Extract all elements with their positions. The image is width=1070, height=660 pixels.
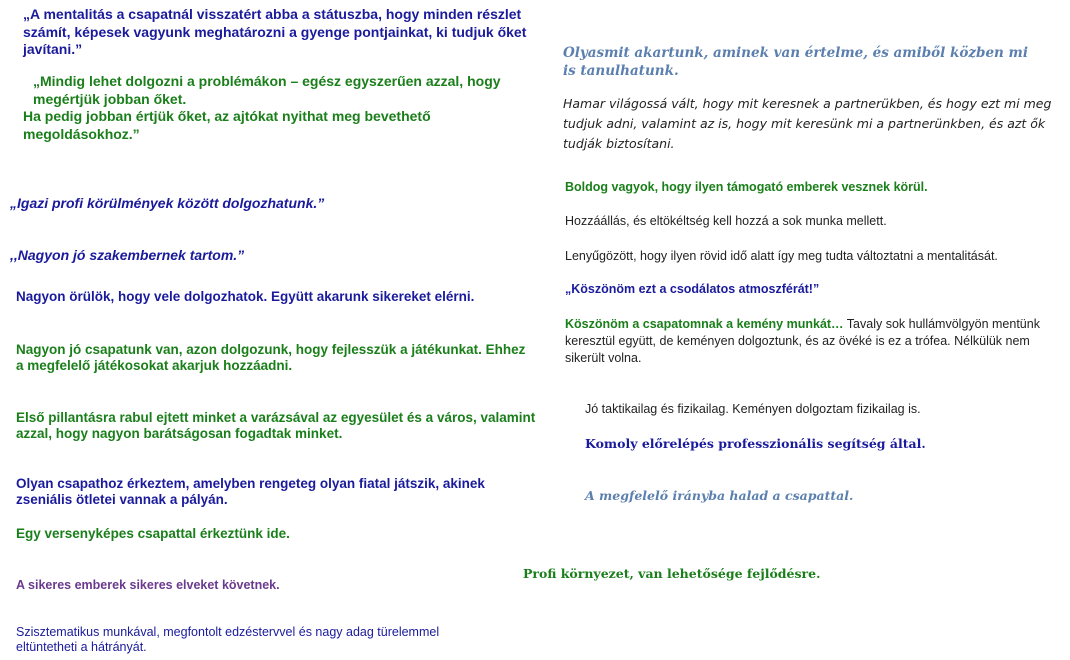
quote-thanks-team — [565, 316, 1050, 367]
quote-serious-progress: Komoly előrelépés professzionális segítség által. — [585, 436, 926, 451]
quote-atmosphere: „Köszönöm ezt a csodálatos atmoszférát!” — [565, 282, 820, 296]
quote-competitive-team: Egy versenyképes csapattal érkeztünk ide. — [16, 526, 290, 541]
quote-meaningful: Olyasmit akartunk, aminek van értelme, és amiből közben mi is tanulhatunk. — [563, 45, 1028, 79]
quote-problems — [23, 73, 543, 143]
quote-systematic-work: Szisztematikus munkával, megfontolt edzéstervvel és nagy adag türelemmel eltüntetheti a hátrányát. — [16, 625, 440, 654]
quote-problems-line2: Ha pedig jobban értjük őket, az ajtókat nyithat meg bevethető megoldásokhoz.” — [23, 108, 431, 142]
quote-thanks-team-rest: Tavaly sok hullámvölgyön mentünk keresztül együtt, de keményen dolgoztunk, és az övéké is ez a trófea. Nélkülük nem sikerült volna. — [565, 317, 1040, 365]
quote-specialist: ,,Nagyon jó szakembernek tartom.” — [10, 247, 245, 263]
quote-attitude: Hozzáállás, és eltökéltség kell hozzá a sok munka mellett. — [565, 214, 887, 228]
quote-young-team: Olyan csapathoz érkeztem, amelyben rengeteg olyan fiatal játszik, akinek zseniális ötletei vannak a pályán. — [16, 476, 485, 508]
quote-mentality: „A mentalitás a csapatnál visszatért abba a státuszba, hogy minden részlet számít, képesek vagyunk meghatározni a gyenge pontjainkat, ki tudjuk őket javítani.” — [23, 6, 527, 57]
quote-first-sight: Első pillantásra rabul ejtett minket a varázsával az egyesület és a város, valamint azzal, hogy nagyon barátságosan fogadtak minket. — [16, 410, 536, 442]
quote-partner: Hamar világossá vált, hogy mit keresnek a partnerükben, és hogy ezt mi meg tudjuk adni, valamint az is, hogy mit keresünk mi a partnerünkben, és azt ők tudják biztosítani. — [563, 96, 1052, 151]
quote-good-team: Nagyon jó csapatunk van, azon dolgozunk, hogy fejlesszük a játékunkat. Ehhez a megfelelő játékosokat akarjuk hozzáadni. — [16, 342, 526, 374]
quote-pro-environment: Profi környezet, van lehetősége fejlődésre. — [523, 566, 821, 581]
quote-successful-people: A sikeres emberek sikeres elveket követnek. — [16, 578, 280, 592]
quote-pro-conditions: „Igazi profi körülmények között dolgozhatunk.” — [10, 195, 325, 211]
quote-supportive-people: Boldog vagyok, hogy ilyen támogató emberek vesznek körül. — [565, 180, 928, 194]
quote-happy-to-work: Nagyon örülök, hogy vele dolgozhatok. Együtt akarunk sikereket elérni. — [16, 289, 475, 304]
quote-problems-line1: „Mindig lehet dolgozni a problémákon – egész egyszerűen azzal, hogy megértjük jobban őket. — [33, 73, 501, 107]
quote-thanks-team-lead: Köszönöm a csapatomnak a kemény munkát… — [565, 317, 844, 331]
quote-mentality-change: Lenyűgözött, hogy ilyen rövid idő alatt így meg tudta változtatni a mentalitását. — [565, 249, 998, 263]
quote-right-direction: A megfelelő irányba halad a csapattal. — [585, 488, 854, 503]
quote-tactical: Jó taktikailag és fizikailag. Keményen dolgoztam fizikailag is. — [585, 402, 921, 416]
